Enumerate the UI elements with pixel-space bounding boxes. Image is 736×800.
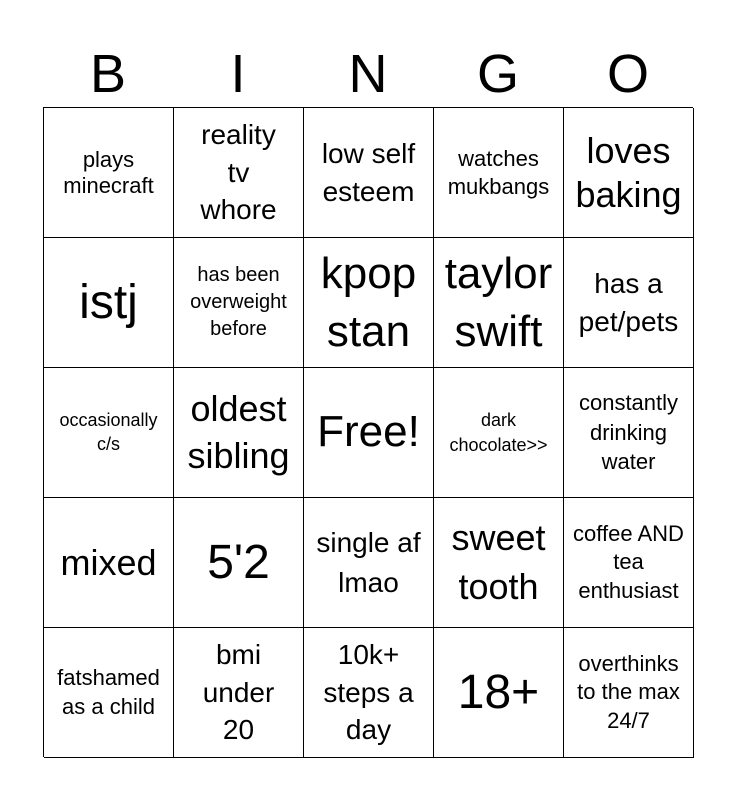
header-letter-i: I	[230, 44, 246, 104]
bingo-cell[interactable]	[434, 108, 564, 238]
cell-text: mixed	[60, 541, 157, 583]
cell-text: plays minecraft	[63, 147, 154, 198]
bingo-cell[interactable]	[44, 238, 174, 368]
bingo-cell[interactable]	[174, 368, 304, 498]
bingo-header	[43, 40, 693, 108]
cell-text: dark chocolate>>	[449, 410, 548, 455]
cell-text: istj	[79, 275, 138, 329]
cell-text: fatshamed as a child	[57, 664, 160, 719]
cell-text: bmi under 20	[202, 638, 275, 746]
bingo-cell[interactable]	[44, 368, 174, 498]
cell-text: taylor swift	[444, 249, 553, 356]
cell-text: constantly drinking water	[578, 389, 679, 475]
cell-text: 5'2	[207, 535, 270, 589]
bingo-cell[interactable]	[434, 498, 564, 628]
cell-text: coffee AND tea enthusiast	[573, 520, 684, 603]
cell-text: has a pet/pets	[578, 267, 679, 337]
header-letter-b: B	[89, 44, 127, 104]
cell-text: occasionally c/s	[59, 410, 158, 454]
bingo-cell[interactable]	[434, 238, 564, 368]
bingo-cell[interactable]	[564, 238, 694, 368]
cell-text: watches mukbangs	[447, 146, 550, 199]
cell-text: kpop stan	[320, 249, 417, 356]
cell-text: reality tv whore	[200, 118, 277, 226]
cell-text: oldest sibling	[187, 387, 290, 476]
bingo-cell[interactable]	[564, 108, 694, 238]
bingo-cell[interactable]	[304, 498, 434, 628]
cell-text: sweet tooth	[451, 516, 546, 607]
bingo-cell[interactable]	[434, 368, 564, 498]
cell-text: has been overweight before	[190, 264, 287, 340]
bingo-cell[interactable]	[44, 628, 174, 758]
bingo-cell[interactable]	[44, 108, 174, 238]
bingo-board	[43, 107, 693, 757]
cell-text: 10k+ steps a day	[323, 638, 414, 746]
bingo-cell[interactable]	[564, 368, 694, 498]
bingo-cell[interactable]	[174, 108, 304, 238]
bingo-cell[interactable]	[564, 628, 694, 758]
bingo-cell[interactable]	[174, 238, 304, 368]
cell-text: 18+	[457, 665, 540, 719]
bingo-cell[interactable]	[434, 628, 564, 758]
cell-text: overthinks to the max 24/7	[577, 650, 680, 733]
header-letter-g: G	[476, 44, 519, 104]
bingo-cell[interactable]	[44, 498, 174, 628]
bingo-cell[interactable]	[304, 108, 434, 238]
bingo-cell[interactable]	[174, 498, 304, 628]
cell-text: single af lmao	[316, 527, 421, 598]
bingo-cell[interactable]	[304, 628, 434, 758]
header-letter-o: O	[606, 44, 649, 104]
bingo-cell[interactable]	[174, 628, 304, 758]
cell-text: Free!	[317, 407, 420, 457]
bingo-cell[interactable]	[304, 368, 434, 498]
cell-text: loves baking	[575, 130, 682, 215]
header-letter-n: N	[348, 44, 388, 104]
bingo-cell[interactable]	[564, 498, 694, 628]
bingo-cell[interactable]	[304, 238, 434, 368]
cell-text: low self esteem	[321, 137, 416, 207]
